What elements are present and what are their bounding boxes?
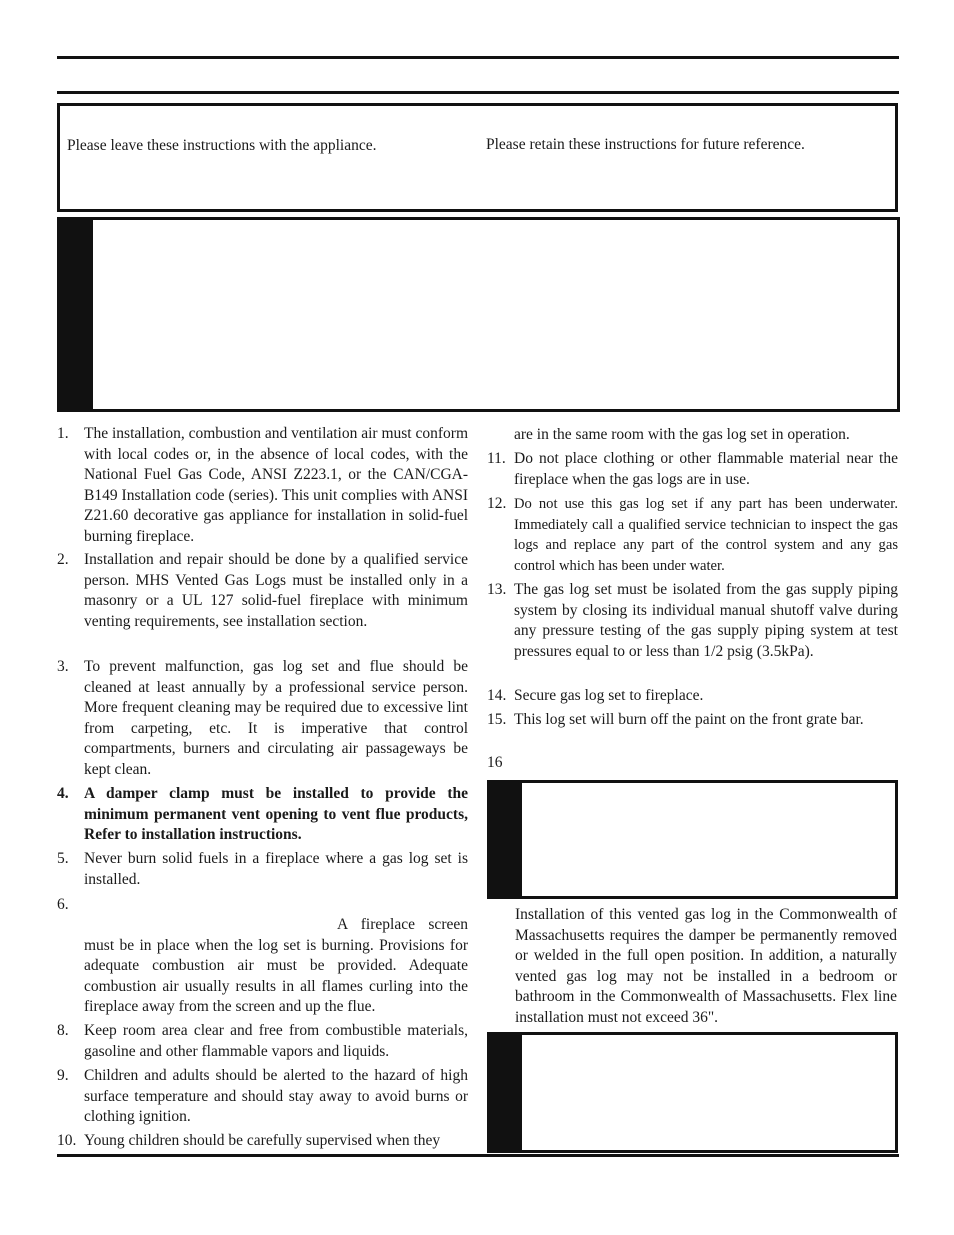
massachusetts-note-text: Installation of this vented gas log in the Commonwealth of Massachusetts requires the damper be permanently removed or welded in the full open position. In addition, a naturally vented gas log may not be installed in a bedroom or bathroom in the Commonwealth of Massachusetts. Flex line installation must not exceed 36".: [515, 906, 897, 1026]
item-text: Young children should be carefully supervised when they: [84, 1132, 441, 1149]
item-number: 12.: [487, 495, 507, 512]
item-text: are in the same room with the gas log set in operation.: [514, 426, 850, 443]
item-number: 1.: [57, 425, 69, 442]
item-text: This log set will burn off the paint on the front grate bar.: [514, 711, 864, 728]
item-number: 3.: [57, 658, 69, 675]
warning-bar: [60, 220, 93, 409]
item-text: Do not place clothing or other flammable material near the fireplace when the gas logs are in use.: [514, 450, 898, 488]
item-number: 9.: [57, 1067, 69, 1084]
item-text: Children and adults should be alerted to the hazard of high surface temperature and should stay away to avoid burns or clothing ignition.: [84, 1067, 468, 1126]
item-number: 5.: [57, 850, 69, 867]
item-number: 11.: [487, 450, 506, 467]
item-text: A fireplace screen must be in place when the log set is burning. Provisions for adequate combustion air must be provided. Adequate combustion air usually results in all flames curling into the fireplace away from the screen and up the flue.: [84, 916, 468, 1016]
item-number: 14.: [487, 687, 507, 704]
item-number: 2.: [57, 551, 69, 568]
notice-left-text: Please leave these instructions with the appliance.: [67, 137, 377, 154]
warning-box-2: [487, 780, 898, 899]
item-text: Never burn solid fuels in a fireplace where a gas log set is installed.: [84, 850, 468, 888]
item-number: 13.: [487, 581, 507, 598]
item-text: Do not use this gas log set if any part has been underwater. Immediately call a qualified service technician to inspect the gas logs and replace any part of the control system and any gas control which has been under water.: [514, 496, 898, 574]
warning-bar: [490, 783, 522, 896]
item-text: Installation and repair should be done by a qualified service person. MHS Vented Gas Logs must be installed only in a masonry or a UL 127 solid-fuel fireplace with minimum venting requirements, see installation section.: [84, 551, 468, 630]
item-text: Secure gas log set to fireplace.: [514, 687, 704, 704]
item-number: 15.: [487, 711, 507, 728]
bottom-rule: [57, 1154, 899, 1157]
item-text: To prevent malfunction, gas log set and flue should be cleaned at least annually by a professional service person. More frequent cleaning may be required due to excessive lint from carpeting, etc. It is imperative that control compartments, burners and circulating air passageways be kept clean.: [84, 658, 468, 778]
item-text: Keep room area clear and free from combustible materials, gasoline and other flammable vapors and liquids.: [84, 1022, 468, 1060]
warning-box: [57, 217, 900, 412]
item-text: The installation, combustion and ventilation air must conform with local codes or, in the absence of local codes, with the National Fuel Gas Code, ANSI Z223.1, or the CAN/CGA-B149 Installation code (series). This unit complies with ANSI Z21.60 decorative gas appliance for installation in solid-fuel burning fireplace.: [84, 425, 468, 545]
item-text: A damper clamp must be installed to provide the minimum permanent vent opening to vent flue products, Refer to installation instructions.: [84, 785, 468, 844]
item-number: 8.: [57, 1022, 69, 1039]
warning-bar: [490, 1035, 522, 1150]
item-text: The gas log set must be isolated from the gas supply piping system by closing its individual manual shutoff valve during any pressure testing of the gas supply piping system at test pressures equal to or less than 1/2 psig (3.5kPa).: [514, 581, 898, 660]
item-number: 4.: [57, 785, 69, 802]
notice-right-text: Please retain these instructions for future reference.: [486, 136, 805, 153]
warning-box-3: [487, 1032, 898, 1153]
top-rule: [57, 56, 899, 59]
item-number: 6.: [57, 896, 69, 913]
item-number: 10.: [57, 1132, 77, 1149]
massachusetts-note: [515, 905, 897, 1029]
header-rule: [57, 91, 899, 94]
notice-box: [57, 103, 898, 212]
item-number: 16: [487, 754, 503, 771]
